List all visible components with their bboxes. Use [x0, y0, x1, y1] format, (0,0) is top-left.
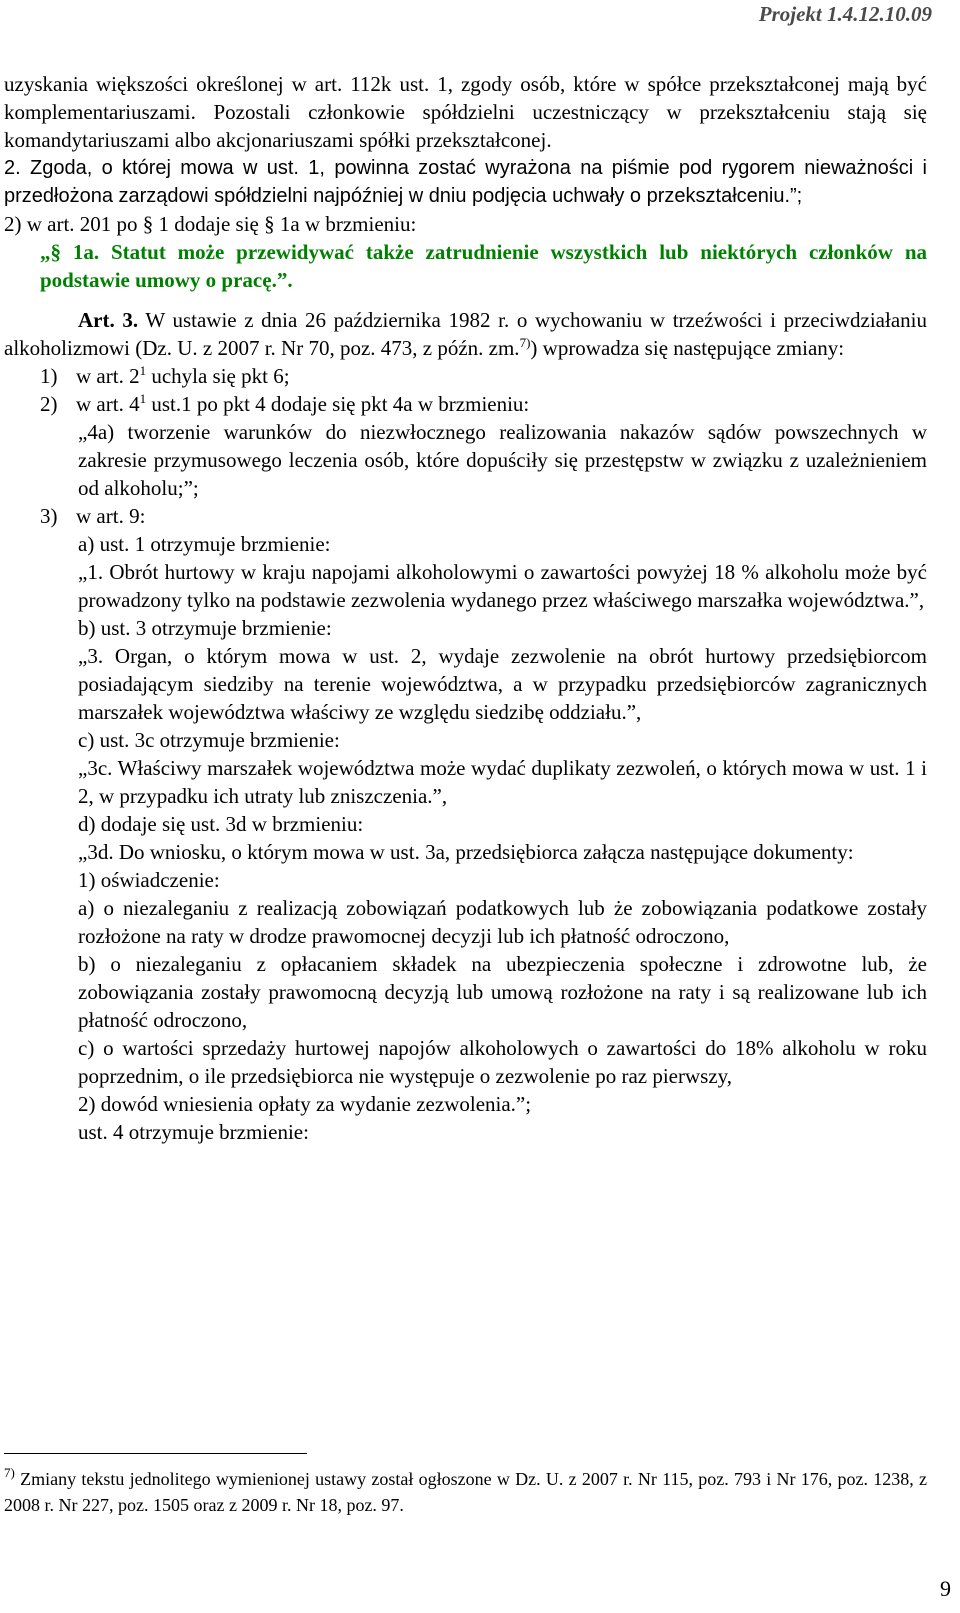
sub-item-ust-4: ust. 4 otrzymuje brzmienie: [78, 1120, 309, 1144]
footnote-separator [4, 1453, 307, 1454]
footnote-mark: 7) [4, 1465, 15, 1480]
footnote-ref: 7) [519, 335, 531, 350]
quote-3d-point-1b: b) o niezaleganiu z opłacaniem składek na ubezpieczenia społeczne i zdrowotne lub, że zobowiązania zostały prawomocną decyzją lub umową rozłożone na raty i są realizowane lub ich płatność odroczono, [78, 952, 927, 1032]
item-text-b: uchyla się pkt 6; [146, 364, 290, 388]
item-text-a: w art. 4 [76, 392, 140, 416]
project-header: Projekt 1.4.12.10.09 [758, 2, 932, 26]
statute-quote-1a: „§ 1a. Statut może przewidywać także zatrudnienie wszystkich lub niektórych członków na podstawie umowy o pracę.”. [40, 240, 927, 292]
quote-4a: „4a) tworzenie warunków do niezwłocznego realizowania nakazów sądów powszechnych w zakresie przymusowego leczenia osób, które dopuściły się przestępstw w związku z uzależnieniem od alkoholu;”; [78, 420, 927, 500]
item-text-a: w art. 2 [76, 364, 140, 388]
sub-item-b: b) ust. 3 otrzymuje brzmienie: [78, 616, 332, 640]
item-number: 1) [40, 364, 58, 388]
quote-3d-point-1: 1) oświadczenie: [78, 868, 220, 892]
sub-item-c: c) ust. 3c otrzymuje brzmienie: [78, 728, 340, 752]
item-2-art-201: 2) w art. 201 po § 1 dodaje się § 1a w brzmieniu: [4, 212, 417, 236]
article-3-label: Art. 3. [78, 308, 139, 332]
superscript: 1 [139, 391, 147, 406]
item-number: 3) [40, 504, 58, 528]
sub-item-d: d) dodaje się ust. 3d w brzmieniu: [78, 812, 364, 836]
quote-3d-point-1c: c) o wartości sprzedaży hurtowej napojów alkoholowych o zawartości do 18% alkoholu w roku poprzednim, o ile przedsiębiorca nie występuje o zezwolenie po raz pierwszy, [78, 1036, 927, 1088]
quote-ust-3: „3. Organ, o którym mowa w ust. 2, wydaje zezwolenie na obrót hurtowy przedsiębiorcom posiadającym siedziby na terenie województwa, a w przypadku przedsiębiorców zagranicznych marszałek województwa właściwy ze względu siedzibę oddziału.”, [78, 644, 927, 724]
quote-ust-1: „1. Obrót hurtowy w kraju napojami alkoholowymi o zawartości powyżej 18 % alkoholu może być prowadzony tylko na podstawie zezwolenia wydanego przez właściwego marszałka województwa.”, [78, 560, 927, 612]
sub-item-a: a) ust. 1 otrzymuje brzmienie: [78, 532, 331, 556]
paragraph-continuation: uzyskania większości określonej w art. 112k ust. 1, zgody osób, które w spółce przekształconej mają być komplementariuszami. Pozostali członkowie spółdzielni uczestniczący w przekształceniu stają się komandytariuszami albo akcjonariuszami spółki przekształconej. [4, 72, 927, 152]
quote-ust-3c: „3c. Właściwy marszałek województwa może wydać duplikaty zezwoleń, o których mowa w ust. 1 i 2, w przypadku ich utraty lub zniszczenia.”, [78, 756, 927, 808]
spacer [4, 294, 927, 306]
paragraph-consent: 2. Zgoda, o której mowa w ust. 1, powinna zostać wyrażona na piśmie pod rygorem nieważności i przedłożona zarządowi spółdzielni najpóźniej w dniu podjęcia uchwały o przekształceniu.”; [4, 157, 927, 207]
item-text [76, 390, 927, 418]
article-3-text-end: ) wprowadza się następujące zmiany: [530, 336, 845, 360]
quote-ust-3d: „3d. Do wniosku, o którym mowa w ust. 3a, przedsiębiorca załącza następujące dokumenty: [78, 840, 854, 864]
page-number: 9 [940, 1576, 951, 1601]
article-3-intro [4, 306, 927, 362]
change-item-3 [4, 502, 927, 530]
footnote-7 [4, 1466, 927, 1518]
article-3-text: W ustawie z dnia 26 października 1982 r. o wychowaniu w trzeźwości i przeciwdziałaniu alkoholizmowi (Dz. U. z 2007 r. Nr 70, poz. 473, z późn. zm. [4, 308, 927, 360]
document-body [4, 70, 927, 1146]
superscript: 1 [139, 363, 147, 378]
quote-3d-point-2: 2) dowód wniesienia opłaty za wydanie zezwolenia.”; [78, 1092, 532, 1116]
item-text-b: ust.1 po pkt 4 dodaje się pkt 4a w brzmieniu: [146, 392, 530, 416]
item-text: w art. 9: [76, 504, 146, 528]
item-number: 2) [40, 392, 58, 416]
change-item-1 [4, 362, 927, 390]
quote-3d-point-1a: a) o niezaleganiu z realizacją zobowiązań podatkowych lub że zobowiązania podatkowe zostały rozłożone na raty w drodze prawomocnej decyzji lub ich płatność odroczono, [78, 896, 927, 948]
footnote-text: Zmiany tekstu jednolitego wymienionej ustawy został ogłoszone w Dz. U. z 2007 r. Nr 115, poz. 793 i Nr 176, poz. 1238, z 2008 r. Nr 227, poz. 1505 oraz z 2009 r. Nr 18, poz. 97. [4, 1469, 927, 1515]
change-item-2 [4, 390, 927, 418]
item-text [76, 362, 927, 390]
